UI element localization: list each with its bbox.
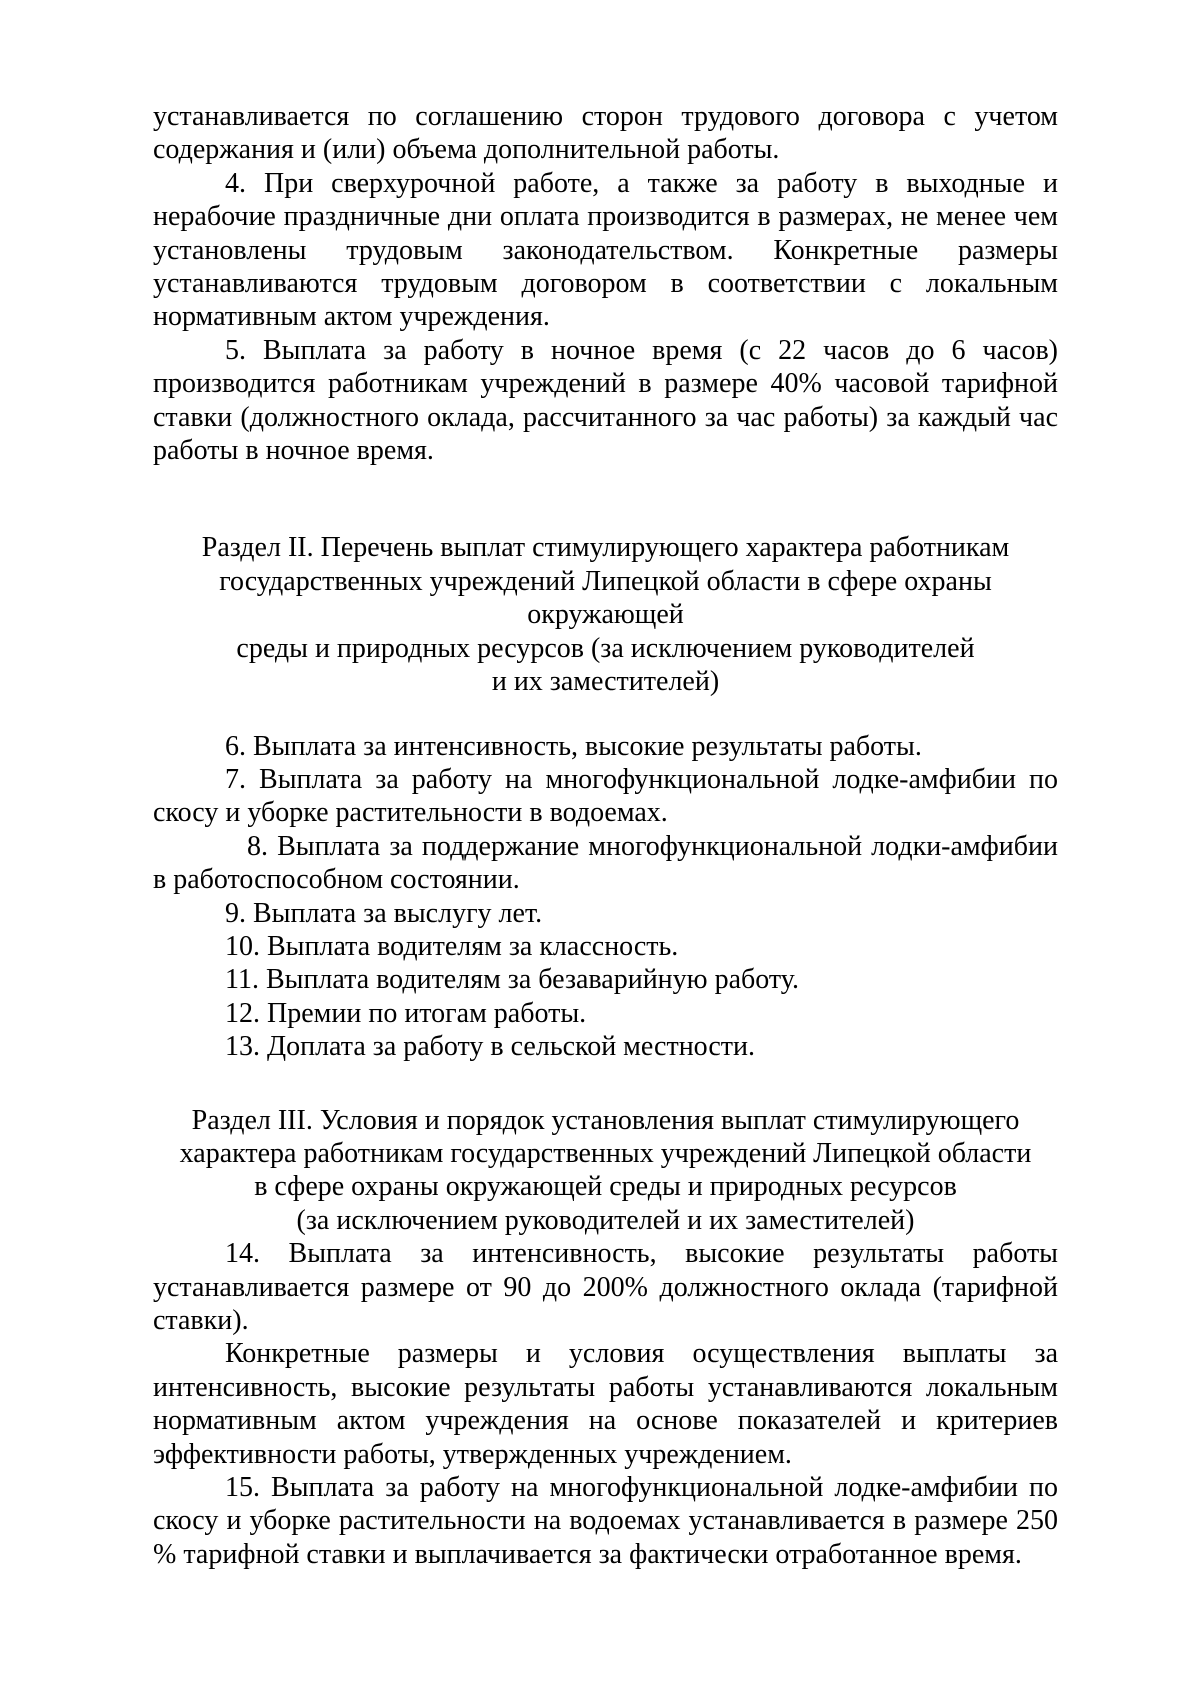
paragraph-14: 14. Выплата за интенсивность, высокие результаты работы устанавливается размере от 90 до 200% должностного оклада (тарифной ставки). [153, 1238, 1058, 1336]
section-2-list [153, 730, 1058, 1064]
paragraph-14a: Конкретные размеры и условия осуществления выплаты за интенсивность, высокие результаты работы устанавливаются локальным нормативным актом учреждения на основе показателей и критериев эффективности работы, утвержденных учреждением. [153, 1338, 1058, 1470]
paragraph-5: 5. Выплата за работу в ночное время (с 22 часов до 6 часов) производится работникам учреждений в размере 40% часовой тарифной ставки (должностного оклада, рассчитанного за час работы) за каждый час работы в ночное время. [153, 334, 1058, 467]
list-item-6: 6. Выплата за интенсивность, высокие результаты работы. [225, 730, 922, 762]
section-3-heading-line-1: Раздел III. Условия и порядок установления выплат стимулирующего [191, 1104, 1020, 1136]
list-item-13: 13. Доплата за работу в сельской местности. [225, 1031, 756, 1063]
list-item-10: 10. Выплата водителям за классность. [225, 930, 679, 962]
section-2-heading-line-2: государственных учреждений Липецкой области в сфере охраны окружающей [219, 565, 992, 631]
section-3-heading-line-3: в сфере охраны окружающей среды и природных ресурсов [254, 1171, 957, 1203]
section-2-heading-line-1: Раздел II. Перечень выплат стимулирующего характера работникам [201, 532, 1010, 564]
list-item-12: 12. Премии по итогам работы. [225, 997, 587, 1029]
section-3-heading [153, 1104, 1058, 1238]
section-2-heading-line-4: и их заместителей) [491, 666, 720, 698]
paragraph-4: 4. При сверхурочной работе, а также за работу в выходные и нерабочие праздничные дни оплата производится в размерах, не менее чем установлены трудовым законодательством. Конкретные размеры устанавливаются трудовым договором в соответствии с локальным нормативным актом учреждения. [153, 167, 1058, 333]
list-item-7: 7. Выплата за работу на многофункциональной лодке-амфибии по скосу и уборке растительности в водоемах. [153, 763, 1058, 829]
list-item-9: 9. Выплата за выслугу лет. [225, 897, 543, 929]
section-3-heading-line-2: характера работникам государственных учреждений Липецкой области [179, 1137, 1032, 1169]
section-2-heading-line-3: среды и природных ресурсов (за исключением руководителей [236, 632, 975, 664]
paragraph-continuation: устанавливается по соглашению сторон трудового договора с учетом содержания и (или) объема дополнительной работы. [153, 101, 1058, 166]
section-3-heading-line-4: (за исключением руководителей и их заместителей) [296, 1204, 915, 1236]
list-item-8: 8. Выплата за поддержание многофункциональной лодки-амфибии в работоспособном состоянии. [153, 830, 1058, 896]
paragraph-15: 15. Выплата за работу на многофункциональной лодке-амфибии по скосу и уборке растительности на водоемах устанавливается в размере 250 % тарифной ставки и выплачивается за фактически отработанное время. [153, 1472, 1058, 1570]
section-2-heading [153, 531, 1058, 698]
document-content [153, 100, 1058, 1571]
list-item-11: 11. Выплата водителям за безаварийную работу. [225, 964, 799, 996]
